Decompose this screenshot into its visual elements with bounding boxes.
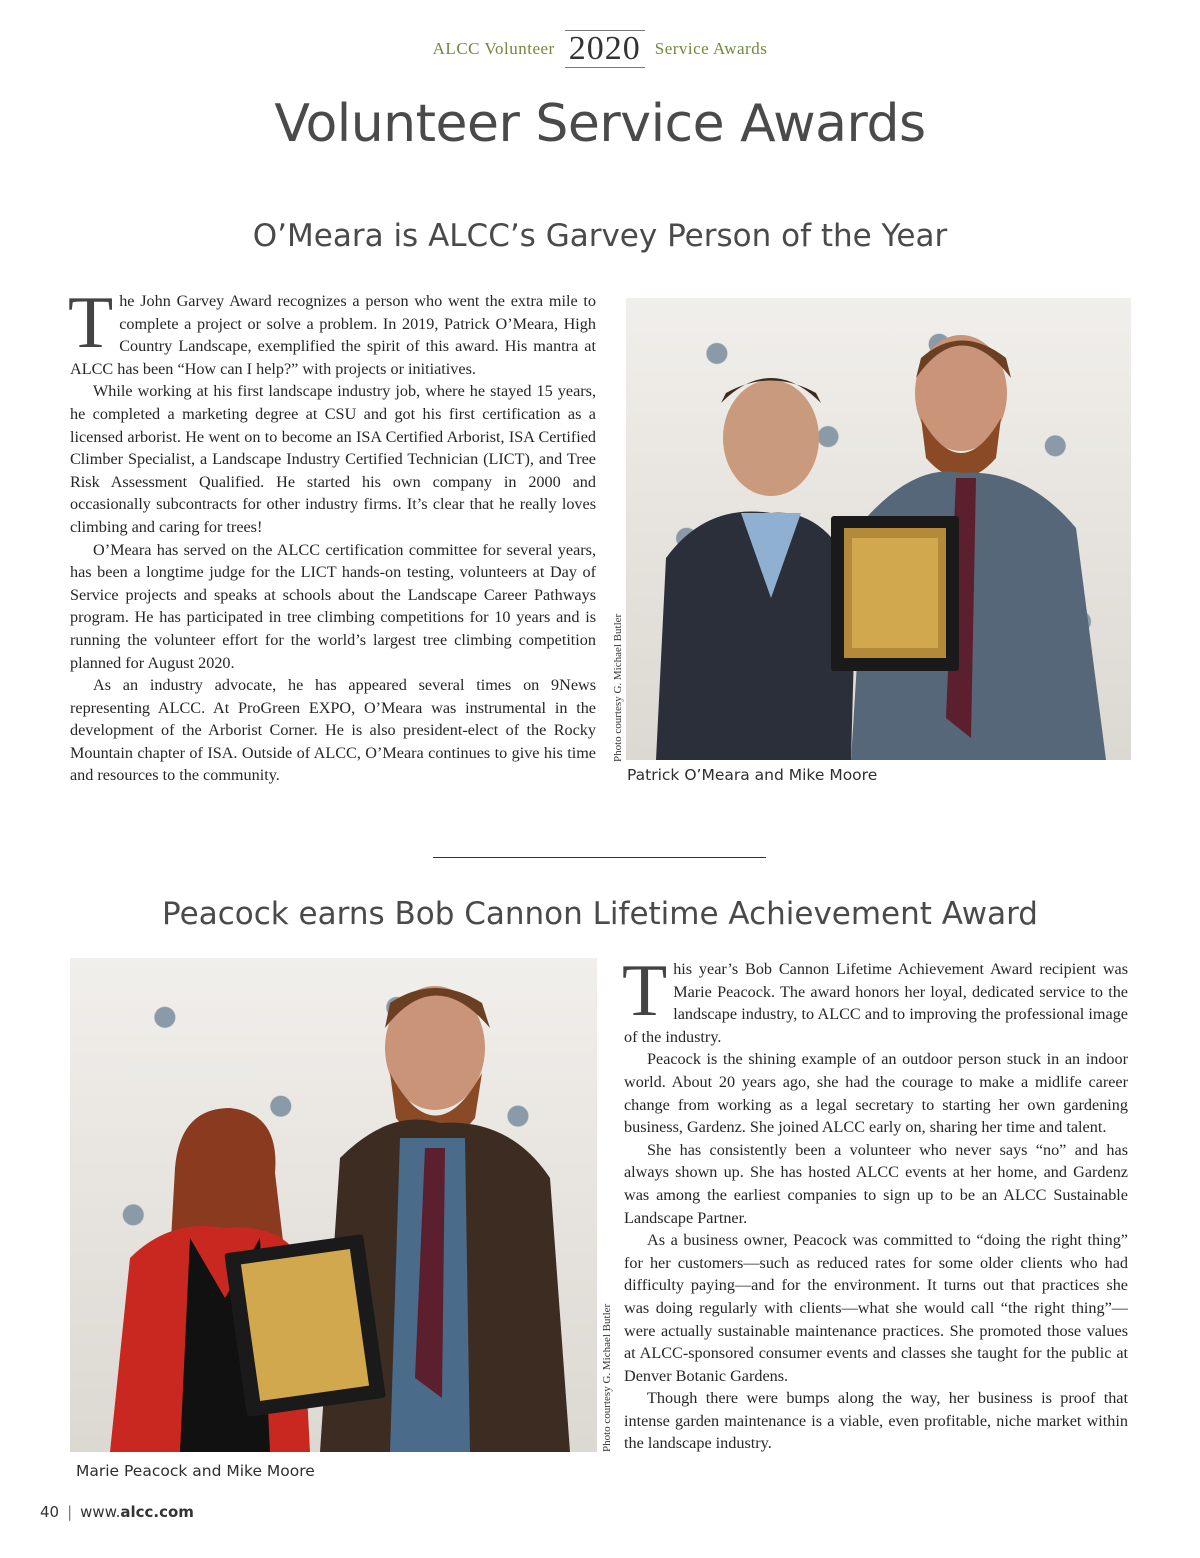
page-title: Volunteer Service Awards — [274, 94, 926, 154]
masthead — [0, 30, 1200, 68]
story2-dropcap: T — [622, 950, 668, 1032]
story1-lead-text: he John Garvey Award recognizes a person who went the extra mile to complete a project or solve a problem. In 2019, Patrick O’Meara, High Country Landscape, exemplified the spirit of this award. His mantra at ALCC has been “How can I help?” with projects or initiatives. — [70, 292, 596, 378]
story1-paragraph: As an industry advocate, he has appeared several times on 9News representing ALCC. At ProGreen EXPO, O’Meara was instrumental in the development of the Arborist Corner. He is also president-elect of the Rocky Mountain chapter of ISA. Outside of ALCC, O’Meara continues to give his time and resources to the community. — [70, 676, 596, 785]
masthead-right: Service Awards — [654, 39, 768, 58]
story1-lead-paragraph — [68, 282, 596, 380]
section-divider — [433, 857, 766, 858]
story1-paragraph: While working at his first landscape industry job, where he stayed 15 years, he completed a marketing degree at CSU and got his first certification as a licensed arborist. He went on to become an ISA Certified Arborist, ISA Certified Climber Specialist, a Landscape Industry Certified Technician (LICT), and Tree Risk Assessment Qualified. He started his own company in 2000 and occasionally subcontracts for other industry firms. It’s clear that he really loves climbing and caring for trees! — [70, 382, 596, 536]
page-footer — [40, 1503, 194, 1521]
story2-paragraph: As a business owner, Peacock was committed to “doing the right thing” for her customers—such as reduced rates for some older clients who had difficulty paying—and for the environment. It turns out that practices she was doing regularly with clients—what she would call “the right thing”—were actually sustainable maintenance practices. She promoted those values at ALCC-sponsored consumer events and classes she taught for the public at Denver Botanic Gardens. — [624, 1231, 1128, 1385]
story2-paragraph: Peacock is the shining example of an outdoor person stuck in an indoor world. About 20 years ago, she had the courage to make a midlife career change from working as a legal secretary to starting her own gardening business, Gardenz. She joined ALCC early on, sharing her time and talent. — [624, 1050, 1128, 1137]
masthead-year: 2020 — [565, 30, 645, 68]
story1-photo-credit: Photo courtesy G. Michael Butler — [612, 613, 624, 762]
story2-paragraph: She has consistently been a volunteer who never says “no” and has always shown up. She has hosted ALCC events at her home, and Gardenz was among the earliest companies to sign up to be an ALCC Sustainable Landscape Partner. — [624, 1140, 1128, 1227]
story1-photo — [626, 298, 1131, 760]
story2-body — [622, 950, 1128, 1455]
story2-paragraph: Though there were bumps along the way, her business is proof that intense garden maintenance is a viable, even profitable, niche market within the landscape industry. — [624, 1389, 1128, 1453]
story2-photo-credit: Photo courtesy G. Michael Butler — [601, 1303, 613, 1452]
story2-headline: Peacock earns Bob Cannon Lifetime Achievement Award — [162, 896, 1038, 932]
story2-lead-paragraph — [622, 950, 1128, 1048]
story1-paragraph: O’Meara has served on the ALCC certification committee for several years, has been a longtime judge for the LICT hands-on testing, volunteers at Day of Service projects and speaks at schools about the Landscape Career Pathways program. He has participated in tree climbing competitions for 10 years and is running the volunteer effort for the world’s largest tree climbing competition planned for August 2020. — [70, 540, 596, 672]
masthead-left: ALCC Volunteer — [432, 39, 555, 58]
story1-headline: O’Meara is ALCC’s Garvey Person of the Year — [252, 218, 948, 254]
website-prefix: www. — [80, 1503, 121, 1521]
story2-photo — [70, 958, 597, 1452]
footer-separator: | — [67, 1503, 73, 1521]
page-number: 40 — [40, 1503, 60, 1521]
story2-lead-text: his year’s Bob Cannon Lifetime Achievement Award recipient was Marie Peacock. The award honors her loyal, dedicated service to the landscape industry, to ALCC and to improving the professional image of the industry. — [624, 960, 1128, 1046]
website-link[interactable]: alcc.com — [120, 1503, 194, 1521]
story1-body — [68, 282, 596, 787]
story1-photo-caption: Patrick O’Meara and Mike Moore — [627, 766, 878, 784]
story1-dropcap: T — [68, 282, 114, 364]
story2-photo-caption: Marie Peacock and Mike Moore — [76, 1462, 315, 1480]
